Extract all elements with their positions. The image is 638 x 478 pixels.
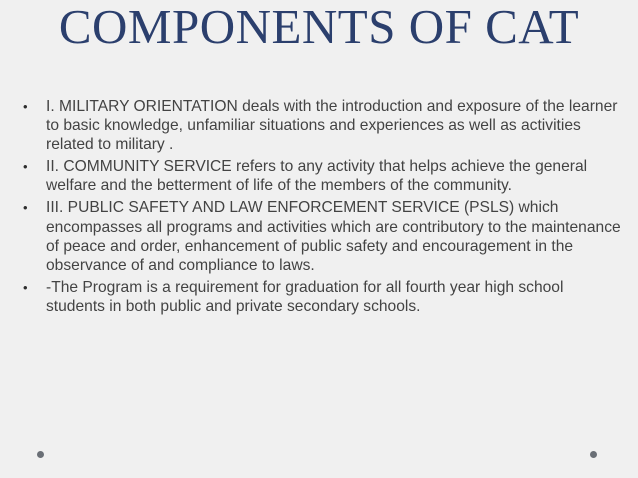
bullet-icon: • <box>23 159 28 175</box>
bullet-icon: • <box>23 279 28 295</box>
bullet-text-program-requirement: -The Program is a requirement for graduation for all fourth year high school students in both public and private secondary schools. <box>46 278 564 315</box>
corner-dot-left <box>37 451 44 458</box>
bullet-icon: • <box>23 99 28 114</box>
bullet-item <box>21 157 621 195</box>
bullet-item <box>21 97 621 154</box>
bullet-text-community-service: II. COMMUNITY SERVICE refers to any activity that helps achieve the general welfare and the betterment of life of the members of the community. <box>46 158 588 195</box>
bullet-item <box>21 278 621 316</box>
slide-title: COMPONENTS OF CAT <box>58 0 580 54</box>
bullet-icon: • <box>23 200 28 216</box>
bullet-item <box>21 198 621 274</box>
bullet-text-military-orientation: I. MILITARY ORIENTATION deals with the introduction and exposure of the learner to basic knowledge, unfamiliar situations and experiences as well as activities related to military . <box>46 98 618 154</box>
bullet-list <box>21 97 621 319</box>
bullet-text-public-safety: III. PUBLIC SAFETY AND LAW ENFORCEMENT SERVICE (PSLS) which encompasses all programs and activities which are contributory to the maintenance of peace and order, enhancement of public safety and encouragement in the observance of and compliance to laws. <box>46 199 621 274</box>
corner-dot-right <box>590 451 597 458</box>
